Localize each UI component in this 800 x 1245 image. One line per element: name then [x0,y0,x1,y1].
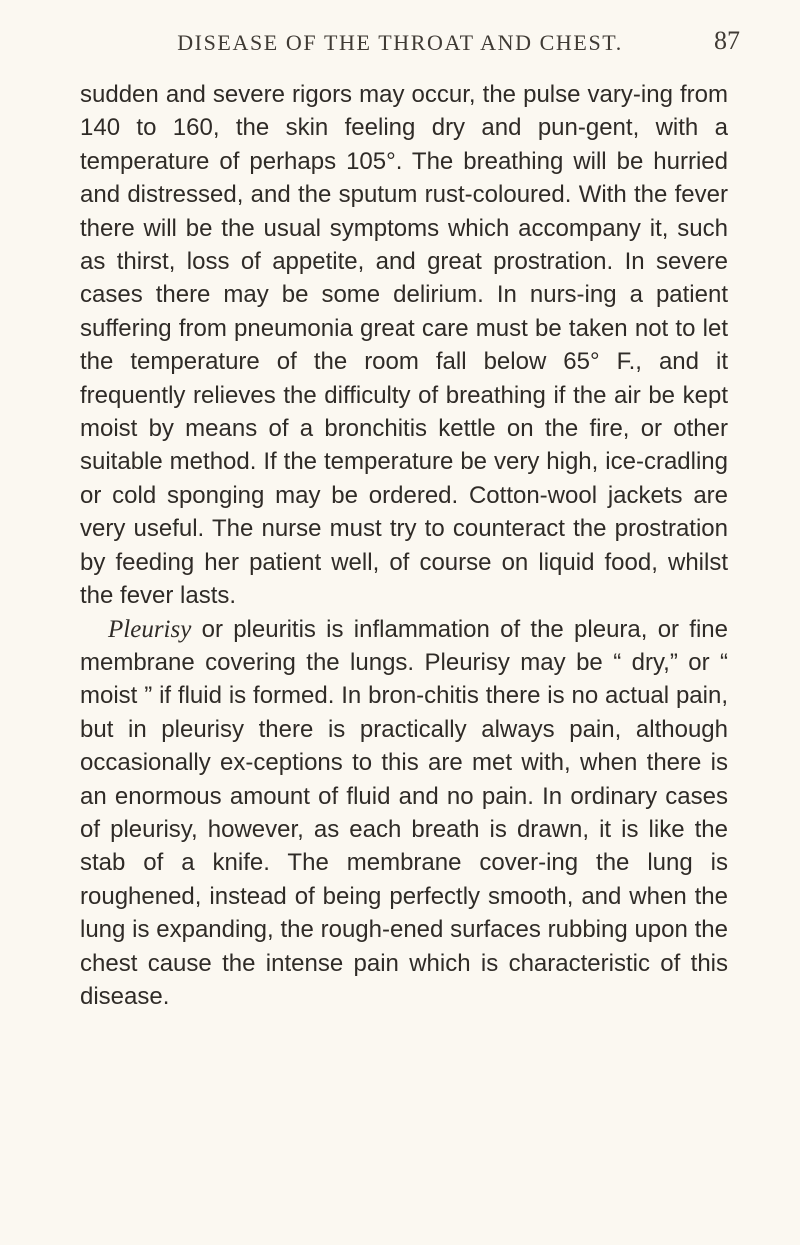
pleurisy-term: Pleurisy [108,615,192,643]
paragraph-pleurisy [80,613,728,1014]
pleurisy-description: or pleuritis is inflammation of the pleura, or fine membrane covering the lungs. Pleurisy may be “ dry,” or “ moist ” if fluid is formed. In bron-chitis there is no actual pain, but in pleurisy there is practically always pain, although occasionally ex-ceptions to this are met with, when there is an enormous amount of fluid and no pain. In ordinary cases of pleurisy, however, as each breath is drawn, it is like the stab of a knife. The membrane cover-ing the lung is roughened, instead of being perfectly smooth, and when the lung is expanding, the rough-ened surfaces rubbing upon the chest cause the intense pain which is characteristic of this disease. [80,615,728,1010]
paragraph-pneumonia-nursing: sudden and severe rigors may occur, the pulse vary-ing from 140 to 160, the skin feeling dry and pun-gent, with a temperature of perhaps 105°. The breathing will be hurried and distressed, and the sputum rust-coloured. With the fever there will be the usual symptoms which accompany it, such as thirst, loss of appetite, and great prostration. In severe cases there may be some delirium. In nurs-ing a patient suffering from pneumonia great care must be taken not to let the temperature of the room fall below 65° F., and it frequently relieves the difficulty of breathing if the air be kept moist by means of a bronchitis kettle on the fire, or other suitable method. If the temperature be very high, ice-cradling or cold sponging may be ordered. Cotton-wool jackets are very useful. The nurse must try to counteract the prostration by feeding her patient well, of course on liquid food, whilst the fever lasts. [80,81,728,610]
page-header [80,26,740,60]
page-number: 87 [714,26,740,55]
running-head: DISEASE OF THE THROAT AND CHEST. [177,30,623,55]
body-text [80,78,728,1013]
